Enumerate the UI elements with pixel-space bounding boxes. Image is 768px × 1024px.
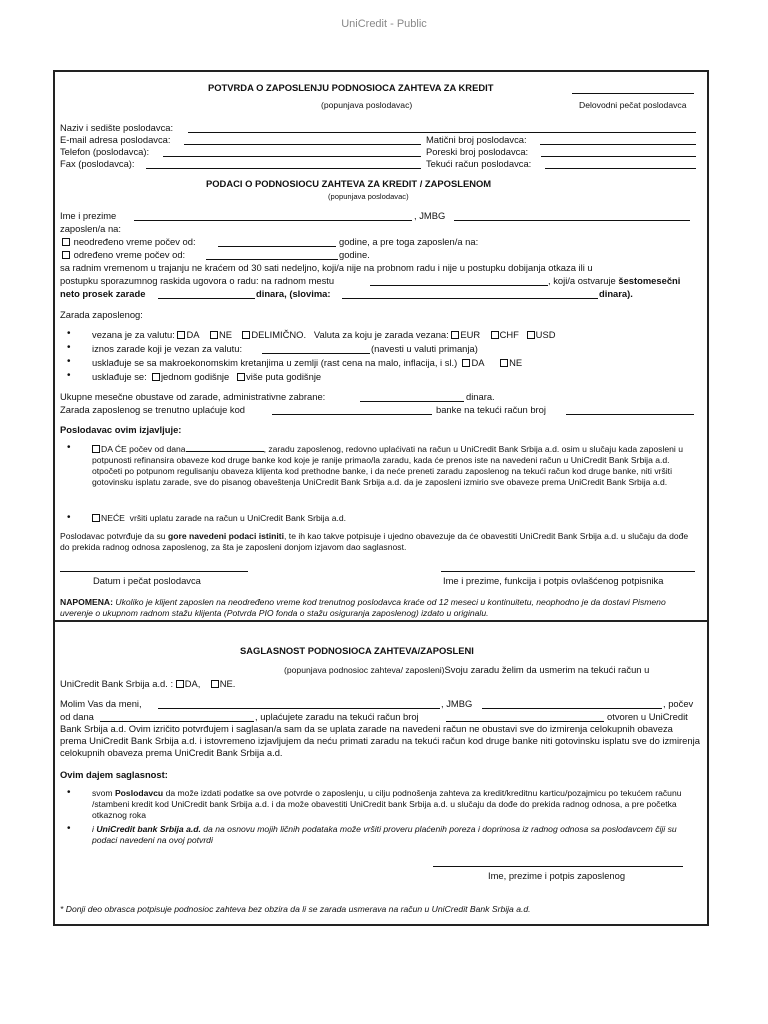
bank-line-label: UniCredit Bank Srbija a.d. : xyxy=(60,678,174,689)
employer-account-field[interactable] xyxy=(545,160,696,169)
bullet2-lead: i xyxy=(92,824,94,834)
dinars-words-label: dinara, (slovima: xyxy=(256,288,331,299)
deductions-label: Ukupne mesečne obustave od zarade, administrativne zabrane: xyxy=(60,391,326,402)
chf-label: CHF xyxy=(499,329,519,340)
request-lead: Molim Vas da meni, xyxy=(60,698,142,709)
redirect-ne-checkbox[interactable] xyxy=(211,680,219,688)
employee-signature-line xyxy=(433,866,683,867)
redirect-salary-text: Svoju zaradu želim da usmerim na tekući račun u xyxy=(444,664,650,675)
date-stamp-label: Datum i pečat poslodavca xyxy=(93,575,201,586)
date-stamp-line xyxy=(60,571,248,572)
confirm-bold: gore navedeni podaci istiniti xyxy=(167,531,285,541)
section3-subtitle: (popunjava podnosioc zahteva/ zaposleni) xyxy=(284,665,445,675)
macro-text: usklađuje se sa makroekonomskim kretanjima u zemlji (rast cena na malo, inflacija, i sl.) xyxy=(92,357,458,368)
indefinite-date-field[interactable] xyxy=(218,238,336,247)
bank-account-label: banke na tekući račun broj xyxy=(436,404,546,415)
employer-name-label: Naziv i sedište poslodavca: xyxy=(60,122,174,133)
section2-subtitle: (popunjava poslodavac) xyxy=(328,192,409,201)
section3-title: SAGLASNOST PODNOSIOCA ZAHTEVA/ZAPOSLENI xyxy=(240,645,474,656)
paid-at-bank-field[interactable] xyxy=(272,406,432,415)
more-year-label: više puta godišnje xyxy=(246,371,322,382)
employer-phone-label: Telefon (poslodavca): xyxy=(60,146,150,157)
employer-declares-heading: Poslodavac ovim izjavljuje: xyxy=(60,424,182,435)
declare-no-text: vršiti uplatu zarade na račun u UniCredit Bank Srbija a.d. xyxy=(129,513,347,523)
bullet: • xyxy=(67,512,71,523)
deductions-unit: dinara. xyxy=(466,391,495,402)
fixed-term-tail: godine. xyxy=(339,249,370,260)
document-classification: UniCredit - Public xyxy=(341,18,427,30)
declare-yes-text: , zaradu zaposlenog, redovno uplaćivati na račun u UniCredit Bank Srbija a.d. osim u slučaju kada zaposleni u potpunosti refinansira obaveze kod druge banke kod koje je ranije primao/la zaradu, kada će prenos iste na navedeni račun u UniCredit Bank Srbija a.d. otpočeti po potpunom regulisanju obaveza klijenta kod prethodne banke, i da neće preneti zaradu zaposlenog na tekući račun kod druge banke, niti vršiti gotovinsku isplatu zarade, sve do pisanog obaveštenja UniCredit Bank Srbija a.d. da je zaposleni izmirio sve obaveze prema UniCredit Bank Srbija a.d. xyxy=(92,444,683,487)
linked-da-label: DA xyxy=(186,329,200,340)
jmbg-field[interactable] xyxy=(454,212,690,221)
pay-text: , uplaćujete zaradu na tekući račun broj xyxy=(255,711,419,722)
linked-da-checkbox[interactable] xyxy=(177,331,185,339)
salary-label: Zarada zaposlenog: xyxy=(60,309,143,320)
employee-name-field[interactable] xyxy=(158,700,440,709)
linked-partial-label: DELIMIČNO. xyxy=(251,329,307,340)
section1-title: POTVRDA O ZAPOSLENJU PODNOSIOCA ZAHTEVA ZA KREDIT xyxy=(208,82,494,93)
indefinite-label: neodređeno vreme počev od: xyxy=(73,236,196,247)
authorized-signature-line xyxy=(441,571,695,572)
employer-account-label: Tekući račun poslodavca: xyxy=(426,158,532,169)
linked-ne-checkbox[interactable] xyxy=(210,331,218,339)
request-jmbg-label: , JMBG xyxy=(441,698,473,709)
employer-fax-field[interactable] xyxy=(146,160,421,169)
bullet1-bold: Poslodavcu xyxy=(114,788,164,798)
amount-note: (navesti u valuti primanja) xyxy=(371,343,478,354)
fixed-term-label: određeno vreme počev od: xyxy=(73,249,186,260)
redirect-da-label: DA, xyxy=(184,678,201,689)
usd-label: USD xyxy=(535,329,556,340)
macro-da-label: DA xyxy=(471,357,485,368)
footnote-star: * xyxy=(60,904,64,914)
linked-ne-label: NE xyxy=(218,329,232,340)
tax-number-label: Poreski broj poslodavca: xyxy=(426,146,529,157)
bullet: • xyxy=(67,370,71,381)
bullet1-text: da može izdati podatke sa ove potvrde o zaposlenju, u cilju podnošenja zahteva za kredit/kreditnu karticu/pozajmicu po tekućem računu /stambeni kredit kod UniCredit bank Srbija a.d. i da može obavestiti UniCredit bank Srbija a.d. u slučaju da dođe do prekida radnog odnosa, a pre početka otkaznog roka xyxy=(92,788,682,820)
redirect-ne-label: NE. xyxy=(219,678,236,689)
section-divider xyxy=(53,620,709,622)
from-date-label: od dana xyxy=(60,711,94,722)
employer-email-field[interactable] xyxy=(184,136,421,145)
employee-signature-label: Ime, prezime i potpis zaposlenog xyxy=(488,870,626,881)
macro-da-checkbox[interactable] xyxy=(462,359,470,367)
average-label: šestomesečni xyxy=(618,275,681,286)
name-label: Ime i prezime xyxy=(60,210,117,221)
bullet: • xyxy=(67,442,71,453)
consent-text: Bank Srbija a.d. Ovim izričito potvrđujem i saglasan/a sam da se uplata zarade na navedeni račun ne obustavi sve do izmirenja celokupnih obaveza prema UniCredit Bank Srbija a.d. i istovremeno izjavljujem da neću primati zaradu na tekući račun kod druge banke niti gotovinsku isplatu sve do izmirenja celokupnih obaveza prema UniCredit Bank Srbija a.d. xyxy=(60,723,700,758)
bullet: • xyxy=(67,328,71,339)
declare-no-checkbox[interactable] xyxy=(92,514,100,522)
section1-subtitle: (popunjava poslodavac) xyxy=(321,100,413,110)
bullet: • xyxy=(67,823,71,834)
paid-at-label: Zarada zaposlenog se trenutno uplaćuje kod xyxy=(60,404,246,415)
name-field[interactable] xyxy=(134,212,412,221)
note-text: Ukoliko je klijent zaposlen na neodređeno vreme kod trenutnog poslodavca kraće od 12 meseci u kontinuitetu, neophodno je da dostavi Pismeno uverenje o ukupnom radnom stažu klijenta (Potvrda PIO fonda o stažu osiguranja zaposlenog) izdato u originalu. xyxy=(60,597,666,618)
tax-number-field[interactable] xyxy=(541,148,696,157)
declare-yes-lead: DA ĆE počev od dana xyxy=(101,444,186,454)
from-date-field[interactable] xyxy=(100,713,254,722)
request-from-label: , počev xyxy=(663,698,694,709)
employer-phone-field[interactable] xyxy=(163,148,421,157)
consent-heading: Ovim dajem saglasnost: xyxy=(60,769,168,780)
registration-number-label: Matični broj poslodavca: xyxy=(426,134,527,145)
hours-text: sa radnim vremenom u trajanju ne kraćem od 30 sati nedeljno, koji/a nije na probnom radu i nije u postupku dobijanja otkaza ili u xyxy=(60,262,593,273)
adjusts-label: usklađuje se: xyxy=(92,371,147,382)
employed-label: zaposlen/a na: xyxy=(60,223,121,234)
section2-title: PODACI O PODNOSIOCU ZAHTEVA ZA KREDIT / ZAPOSLENOM xyxy=(206,178,492,189)
jmbg-label: , JMBG xyxy=(414,210,446,221)
confirm-lead: Poslodavac potvrđuje da su xyxy=(60,531,166,541)
opened-text: otvoren u UniCredit xyxy=(607,711,688,722)
macro-ne-checkbox[interactable] xyxy=(500,359,508,367)
procedure-text: postupku sporazumnog raskida ugovora o radu: na radnom mestu xyxy=(60,275,335,286)
confirm-text: , te ih kao takve potpisuje i ujedno obavezuje da će obavestiti UniCredit Bank Srbija a.d. u slučaju da dođe do prekida radnog odnosa zaposlenog, za šta je zaposleni donjom izjavom dao saglasnost. xyxy=(60,531,689,552)
bullet1-lead: svom xyxy=(92,788,113,798)
declare-yes-date-field[interactable] xyxy=(186,443,264,452)
employer-fax-label: Fax (poslodavca): xyxy=(60,158,135,169)
bullet: • xyxy=(67,787,71,798)
fixed-term-date-field[interactable] xyxy=(206,251,338,260)
fixed-term-checkbox[interactable] xyxy=(62,251,70,259)
chf-checkbox[interactable] xyxy=(491,331,499,339)
eur-label: EUR xyxy=(460,329,481,340)
employer-email-label: E-mail adresa poslodavca: xyxy=(60,134,171,145)
declare-yes-checkbox[interactable] xyxy=(92,445,100,453)
linked-partial-checkbox[interactable] xyxy=(242,331,250,339)
bullet: • xyxy=(67,356,71,367)
bullet: • xyxy=(67,342,71,353)
redirect-da-checkbox[interactable] xyxy=(176,680,184,688)
amount-linked-field[interactable] xyxy=(262,345,370,354)
stamp-label: Delovodni pečat poslodavca xyxy=(579,100,687,110)
indefinite-checkbox[interactable] xyxy=(62,238,70,246)
net-average-field[interactable] xyxy=(158,290,255,299)
more-year-checkbox[interactable] xyxy=(237,373,245,381)
employer-name-field[interactable] xyxy=(188,124,696,133)
stamp-line xyxy=(572,93,694,94)
bullet2-bold: UniCredit bank Srbija a.d. xyxy=(96,824,201,834)
deductions-field[interactable] xyxy=(360,393,464,402)
amount-words-field[interactable] xyxy=(342,290,598,299)
indefinite-tail: godine, a pre toga zaposlen/a na: xyxy=(339,236,479,247)
macro-ne-label: NE xyxy=(509,357,523,368)
once-year-checkbox[interactable] xyxy=(152,373,160,381)
salary-linked-label: vezana je za valutu: xyxy=(92,329,175,340)
amount-linked-label: iznos zarade koji je vezan za valutu: xyxy=(92,343,243,354)
net-average-label: neto prosek zarade xyxy=(60,288,146,299)
bullet2-text: da na osnovu mojih ličnih podataka može vršiti proveru plaćenih poreza i doprinosa iz radnog odnosa sa poslodavcem čiji su podaci navedeni na ovoj potvrdi xyxy=(92,824,677,845)
registration-number-field[interactable] xyxy=(540,136,696,145)
employee-jmbg-field[interactable] xyxy=(482,700,662,709)
usd-checkbox[interactable] xyxy=(527,331,535,339)
bank-account-field[interactable] xyxy=(566,406,694,415)
footnote-text: Donji deo obrasca potpisuje podnosioc zahteva bez obzira da li se zarada usmerava na račun u UniCredit Bank Srbija a.d. xyxy=(65,904,531,914)
eur-checkbox[interactable] xyxy=(451,331,459,339)
employee-account-field[interactable] xyxy=(446,713,604,722)
authorized-signature-label: Ime i prezime, funkcija i potpis ovlašćenog potpisnika xyxy=(443,575,664,586)
declare-no-label: NEĆE xyxy=(101,513,125,523)
currency-label: Valuta za koju je zarada vezana: xyxy=(313,329,449,340)
job-position-field[interactable] xyxy=(370,277,548,286)
note-label: NAPOMENA: xyxy=(60,597,113,607)
earns-text: , koji/a ostvaruje xyxy=(548,275,616,286)
dinars-close-label: dinara). xyxy=(599,288,633,299)
once-year-label: jednom godišnje xyxy=(160,371,230,382)
